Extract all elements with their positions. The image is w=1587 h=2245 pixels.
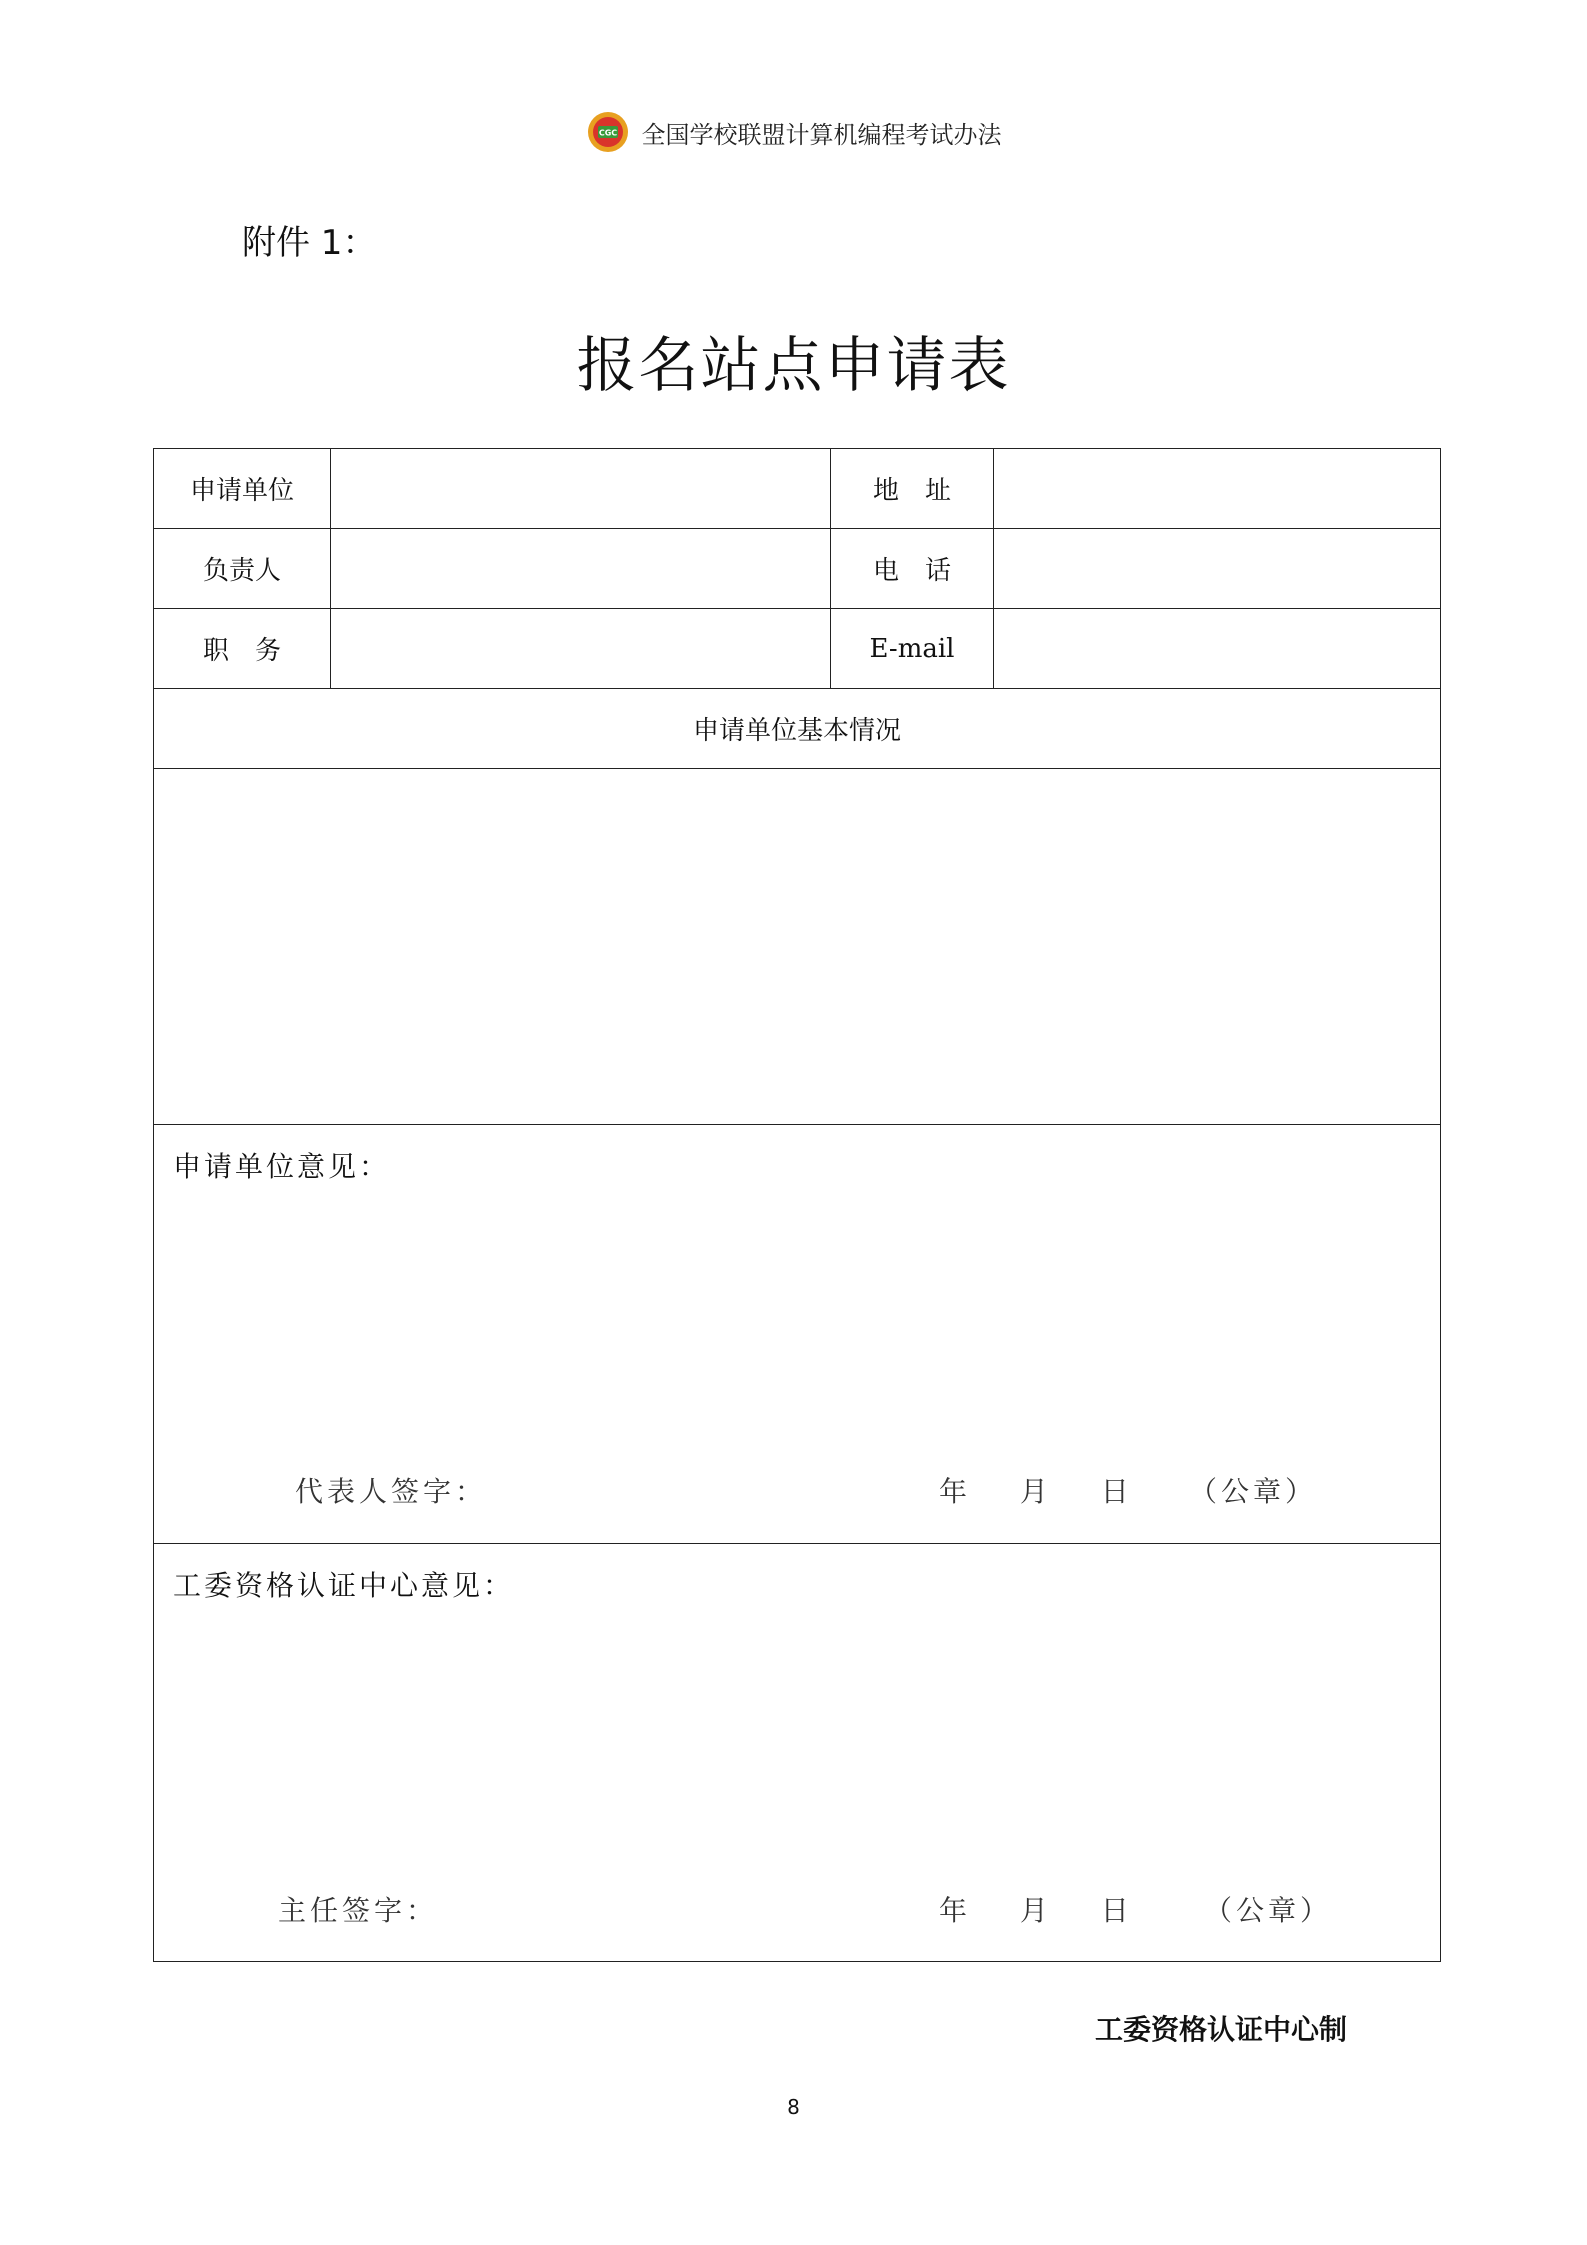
unit-seal-label: （公章） bbox=[1189, 1475, 1318, 1508]
page-header bbox=[0, 108, 1587, 156]
cgc-logo-icon bbox=[586, 110, 630, 154]
basic-info-header-row bbox=[154, 689, 1440, 769]
header-title: 全国学校联盟计算机编程考试办法 bbox=[641, 120, 1002, 149]
address-label: 地 址 bbox=[831, 449, 994, 528]
form-row-position bbox=[154, 609, 1440, 689]
center-opinion-date-label: 年 月 日 bbox=[939, 1894, 1131, 1927]
form-maker-label: 工委资格认证中心制 bbox=[1095, 2013, 1348, 2046]
application-form bbox=[153, 448, 1441, 1962]
form-row-responsible bbox=[154, 529, 1440, 609]
email-label: E-mail bbox=[831, 609, 994, 688]
svg-text:CGC: CGC bbox=[598, 128, 617, 138]
basic-info-label: 申请单位基本情况 bbox=[692, 716, 901, 746]
representative-signature-label: 代表人签字： bbox=[295, 1475, 488, 1508]
address-field[interactable] bbox=[994, 449, 1440, 528]
basic-info-content bbox=[154, 769, 1440, 1125]
email-field[interactable] bbox=[994, 609, 1440, 688]
phone-label: 电 话 bbox=[831, 529, 994, 608]
form-row-unit bbox=[154, 449, 1440, 529]
unit-opinion-label: 申请单位意见： bbox=[173, 1150, 391, 1183]
basic-info-field[interactable] bbox=[154, 769, 1440, 1124]
position-field[interactable] bbox=[331, 609, 831, 688]
unit-opinion-section bbox=[154, 1125, 1440, 1544]
unit-label: 申请单位 bbox=[154, 449, 331, 528]
unit-field[interactable] bbox=[331, 449, 831, 528]
unit-opinion-date-label: 年 月 日 bbox=[939, 1475, 1131, 1508]
attachment-label: 附件 1： bbox=[242, 223, 377, 263]
position-label: 职 务 bbox=[154, 609, 331, 688]
center-seal-label: （公章） bbox=[1204, 1894, 1333, 1927]
director-signature-label: 主任签字： bbox=[278, 1894, 439, 1927]
phone-field[interactable] bbox=[994, 529, 1440, 608]
form-title: 报名站点申请表 bbox=[576, 331, 1011, 401]
center-opinion-label: 工委资格认证中心意见： bbox=[173, 1569, 515, 1602]
page-number: 8 bbox=[787, 2095, 800, 2119]
center-opinion-section bbox=[154, 1544, 1440, 1961]
responsible-field[interactable] bbox=[331, 529, 831, 608]
responsible-label: 负责人 bbox=[154, 529, 331, 608]
